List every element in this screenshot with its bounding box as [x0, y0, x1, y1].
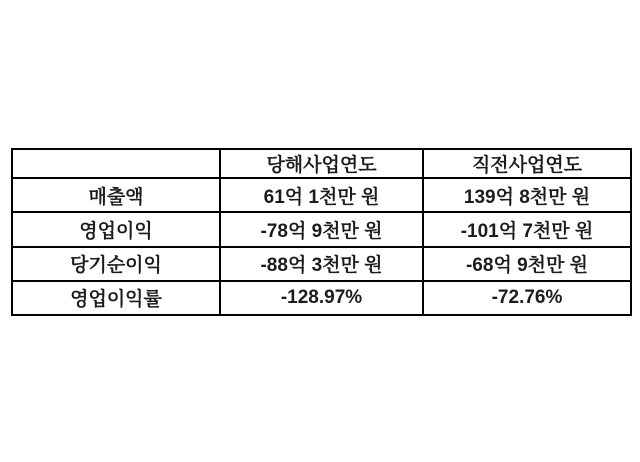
table-row-operating-profit [12, 212, 631, 246]
cell-value: 61억 1천만 원 [220, 178, 423, 212]
cell-value: -68억 9천만 원 [423, 247, 631, 281]
financial-summary-table [11, 148, 632, 316]
cell-value: -101억 7천만 원 [423, 212, 631, 246]
cell-value: 139억 8천만 원 [423, 178, 631, 212]
cell-value: -128.97% [220, 281, 423, 315]
table-row-operating-margin [12, 281, 631, 315]
table-row-revenue [12, 178, 631, 212]
row-label: 당기순이익 [12, 247, 220, 281]
corner-header-cell [12, 149, 220, 178]
row-label: 영업이익률 [12, 281, 220, 315]
column-header-current-fiscal-year: 당해사업연도 [220, 149, 423, 178]
column-header-previous-fiscal-year: 직전사업연도 [423, 149, 631, 178]
row-label: 매출액 [12, 178, 220, 212]
row-label: 영업이익 [12, 212, 220, 246]
cell-value: -88억 3천만 원 [220, 247, 423, 281]
cell-value: -72.76% [423, 281, 631, 315]
table-row-net-income [12, 247, 631, 281]
cell-value: -78억 9천만 원 [220, 212, 423, 246]
table-header-row [12, 149, 631, 178]
